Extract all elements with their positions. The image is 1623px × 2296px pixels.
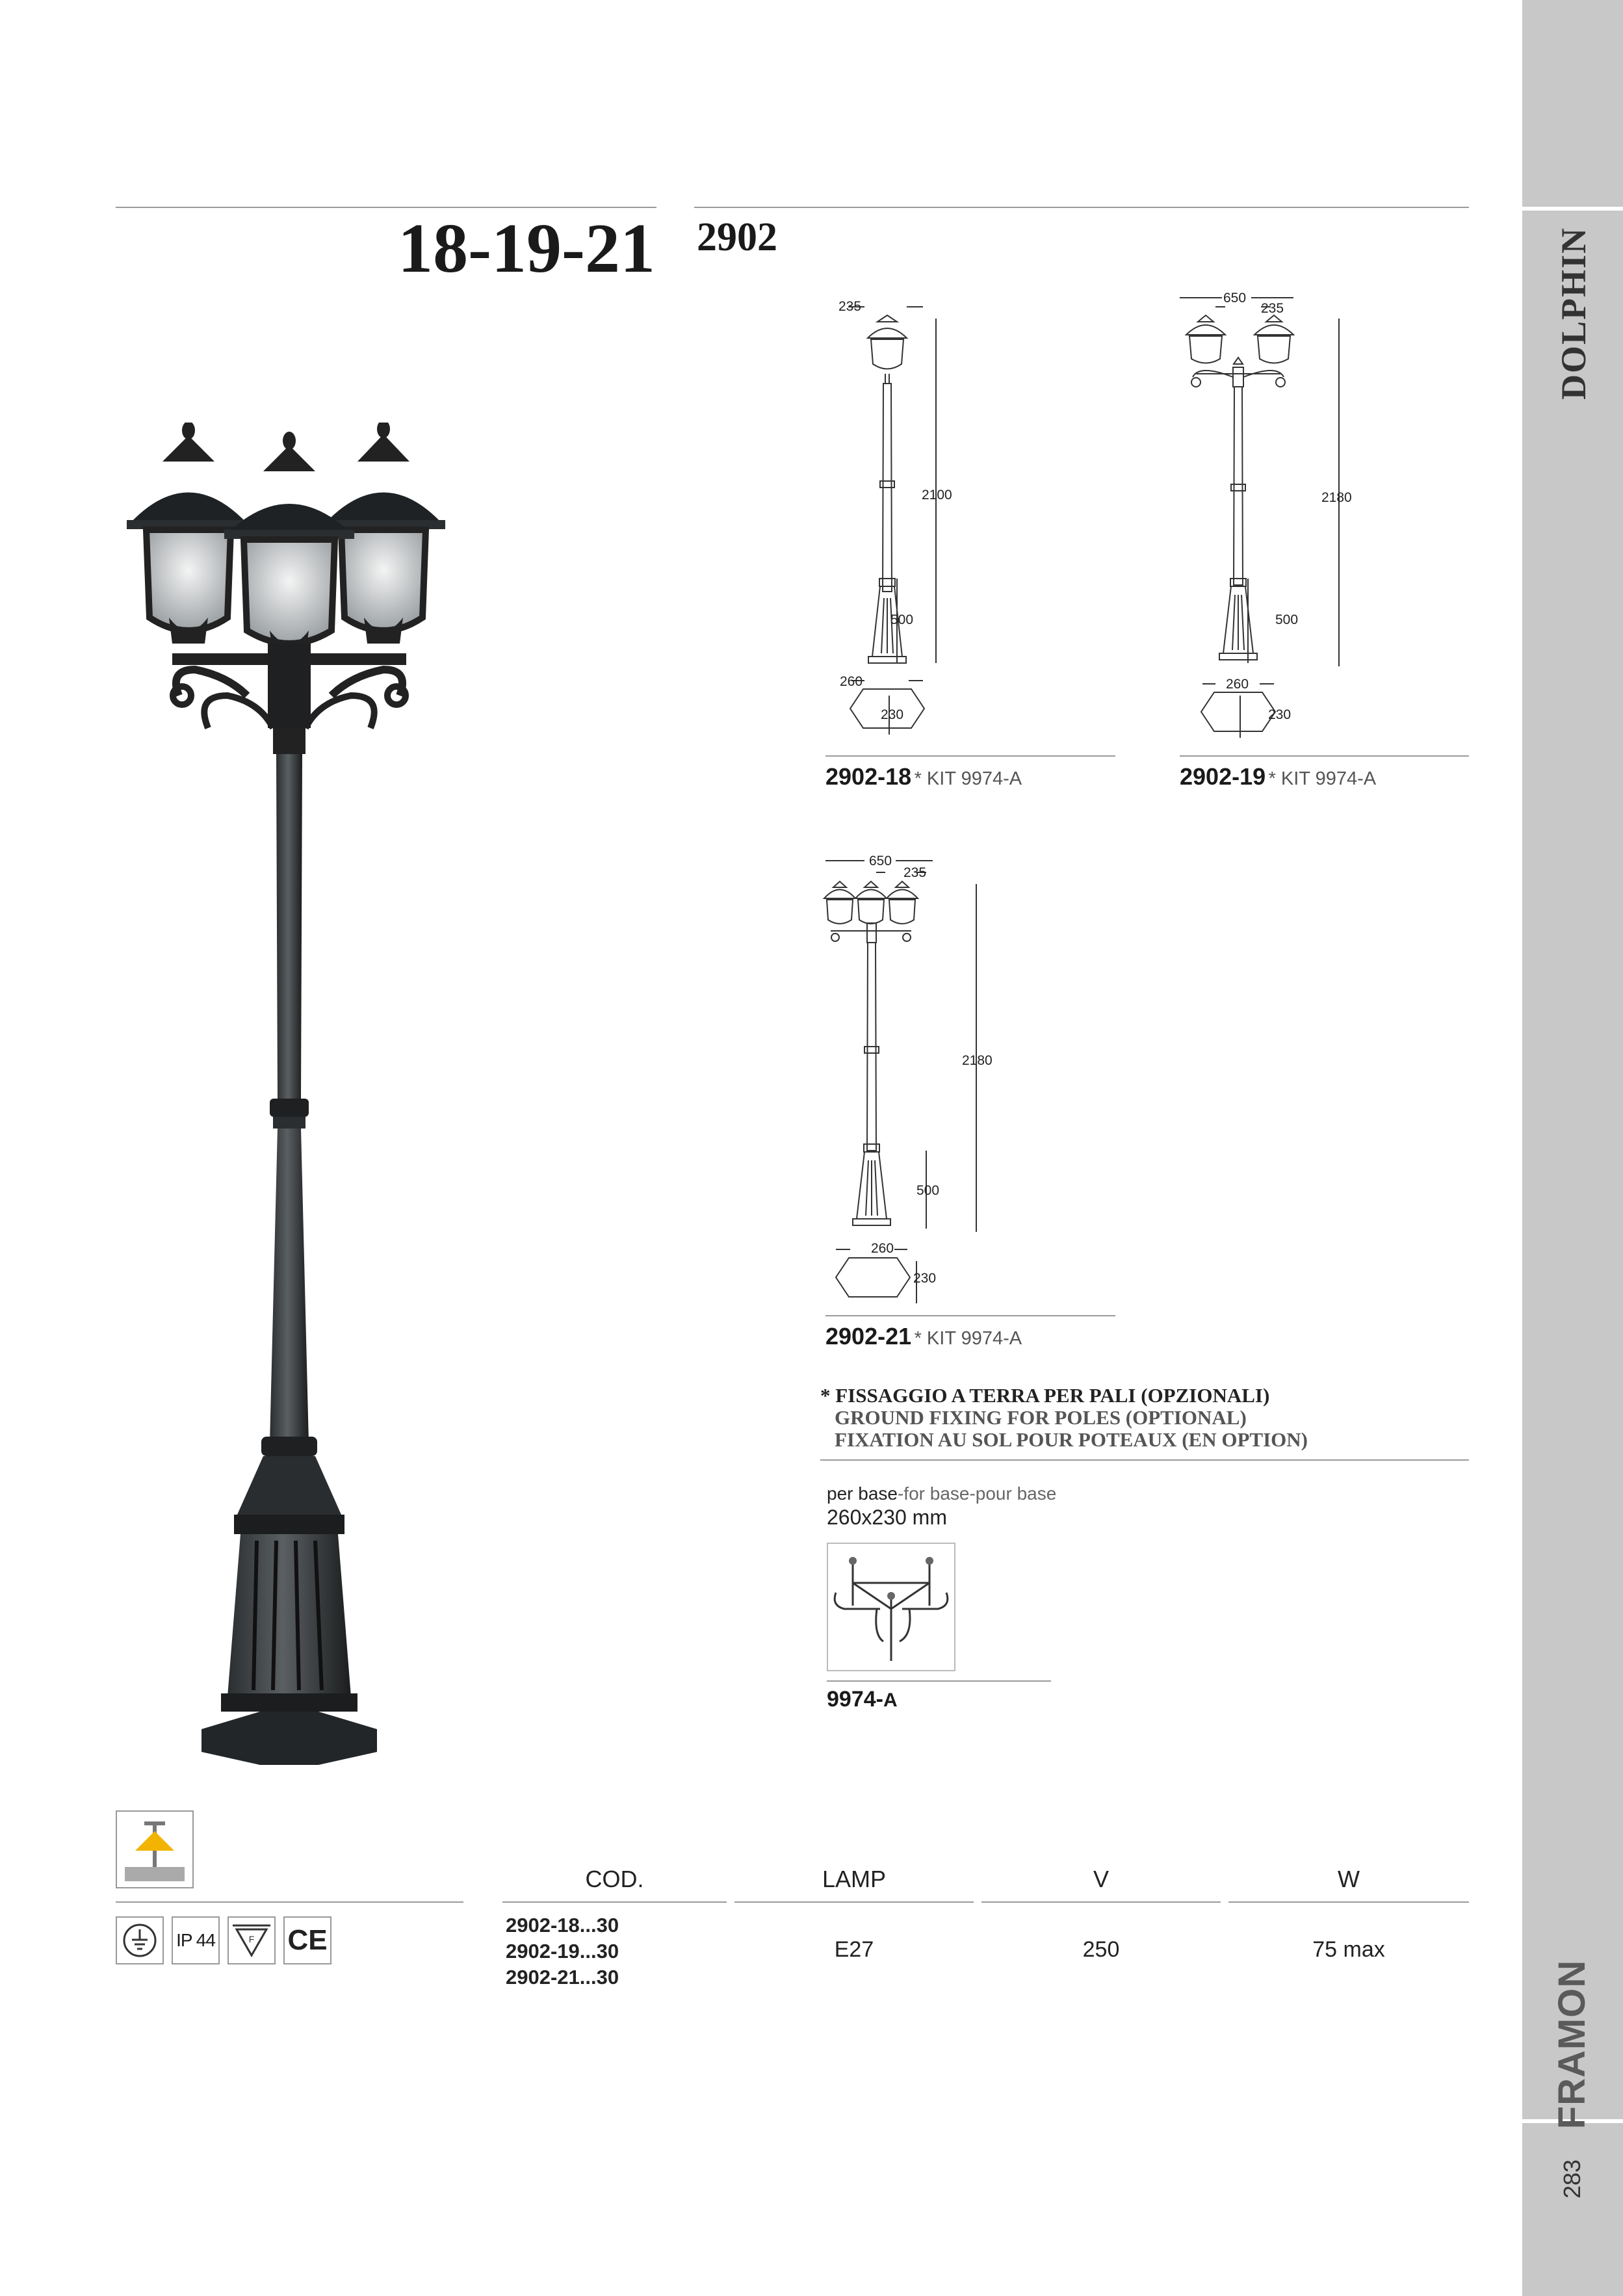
fixing-note-it: * FISSAGGIO A TERRA PER PALI (OPZIONALI): [820, 1384, 1270, 1407]
dim-base-depth: 230: [1268, 707, 1292, 722]
table-code: 2902-19...30: [506, 1940, 619, 1963]
table-header-cod: COD.: [585, 1866, 644, 1892]
table-header-rule: [734, 1901, 974, 1903]
variant-kit: * KIT 9974-A: [1268, 768, 1377, 789]
table-codes-cell: [506, 1912, 619, 1990]
accessory-image-frame: [827, 1543, 955, 1671]
accessory-label: [827, 1483, 1056, 1504]
dim-span: 650: [869, 854, 892, 868]
ce-mark: CE: [283, 1916, 331, 1964]
dim-height: 2180: [1321, 490, 1352, 505]
dim-height: 2180: [962, 1053, 993, 1068]
pole-shaft: [276, 754, 302, 1099]
svg-text:F: F: [248, 1934, 255, 1944]
dim-base-width: 260: [871, 1241, 894, 1256]
table-lamp-cell: E27: [834, 1937, 874, 1962]
fixing-note-en: GROUND FIXING FOR POLES (OPTIONAL): [835, 1406, 1247, 1429]
ground-install-icon: [116, 1810, 194, 1888]
accessory-label-rest: -for base-pour base: [897, 1483, 1057, 1504]
accessory-rule: [827, 1680, 1051, 1682]
dim-width: 235: [1261, 301, 1284, 316]
dim-height: 2100: [922, 488, 952, 502]
flammable-surface-icon: [227, 1916, 276, 1964]
sidebar-separator: [1522, 207, 1623, 211]
collection-name: DOLPHIN: [1554, 226, 1593, 400]
fixing-note-fr: FIXATION AU SOL POUR POTEAUX (EN OPTION): [835, 1428, 1308, 1451]
variant-caption-2902-18: [825, 763, 1022, 790]
technical-drawing-2902-18: [812, 293, 981, 741]
dim-width: 235: [903, 865, 927, 880]
fixing-note: [820, 1385, 1308, 1451]
variant-kit: * KIT 9974-A: [914, 768, 1022, 789]
accessory-label-it: per base: [827, 1483, 898, 1504]
variant-rule: [825, 1315, 1115, 1316]
table-header-rule: [981, 1901, 1221, 1903]
table-header-lamp: LAMP: [822, 1866, 887, 1892]
table-code: 2902-21...30: [506, 1966, 619, 1989]
table-code: 2902-18...30: [506, 1914, 619, 1937]
table-header-rule: [1228, 1901, 1469, 1903]
series-title: 2902: [697, 215, 777, 259]
ip44-rating: IP 44: [172, 1916, 220, 1964]
variant-rule: [1180, 755, 1469, 757]
sidebar: [1522, 0, 1623, 2296]
table-header-v: V: [1093, 1866, 1109, 1892]
page-number: 283: [1559, 2159, 1585, 2199]
variant-caption-2902-21: [825, 1323, 1022, 1350]
table-watt-cell: 75 max: [1312, 1937, 1385, 1962]
header-rule-right: [694, 207, 1469, 208]
table-header-rule: [502, 1901, 727, 1903]
family-codes-title: 18-19-21: [398, 210, 655, 287]
variant-rule: [825, 755, 1115, 757]
dim-span: 650: [1223, 291, 1247, 306]
dim-base-height: 500: [890, 612, 914, 627]
fixing-note-rule: [820, 1459, 1469, 1461]
technical-drawing-2902-19: [1170, 286, 1365, 741]
variant-caption-2902-19: [1180, 763, 1376, 790]
table-header-w: W: [1338, 1866, 1360, 1892]
variant-code: 2902-19: [1180, 763, 1266, 790]
accessory-code-suffix: A: [883, 1689, 898, 1711]
anchor-kit-drawing: [828, 1544, 954, 1670]
dim-base-depth: 230: [913, 1271, 937, 1286]
dim-base-height: 500: [916, 1183, 940, 1198]
variant-kit: * KIT 9974-A: [914, 1328, 1022, 1349]
variant-code: 2902-21: [825, 1323, 912, 1350]
icons-rule: [116, 1901, 463, 1903]
accessory-size: 260x230 mm: [827, 1506, 947, 1529]
brand-logo: FRAMON: [1551, 1959, 1593, 2130]
dim-base-depth: 230: [881, 707, 904, 722]
table-voltage-cell: 250: [1082, 1937, 1120, 1962]
pole-base: [201, 1437, 377, 1765]
accessory-code-main: 9974-: [827, 1687, 883, 1712]
product-photo-pole-3-lights: [117, 423, 520, 1775]
lantern-center: [224, 432, 354, 657]
variant-code: 2902-18: [825, 763, 912, 790]
accessory-code: [827, 1687, 898, 1712]
dim-width: 235: [838, 299, 862, 314]
technical-drawing-2902-21: [812, 852, 1007, 1307]
dim-base-height: 500: [1275, 612, 1299, 627]
dim-base-width: 260: [1226, 677, 1249, 692]
earth-class-icon: [116, 1916, 164, 1964]
dim-base-width: 260: [840, 674, 863, 689]
